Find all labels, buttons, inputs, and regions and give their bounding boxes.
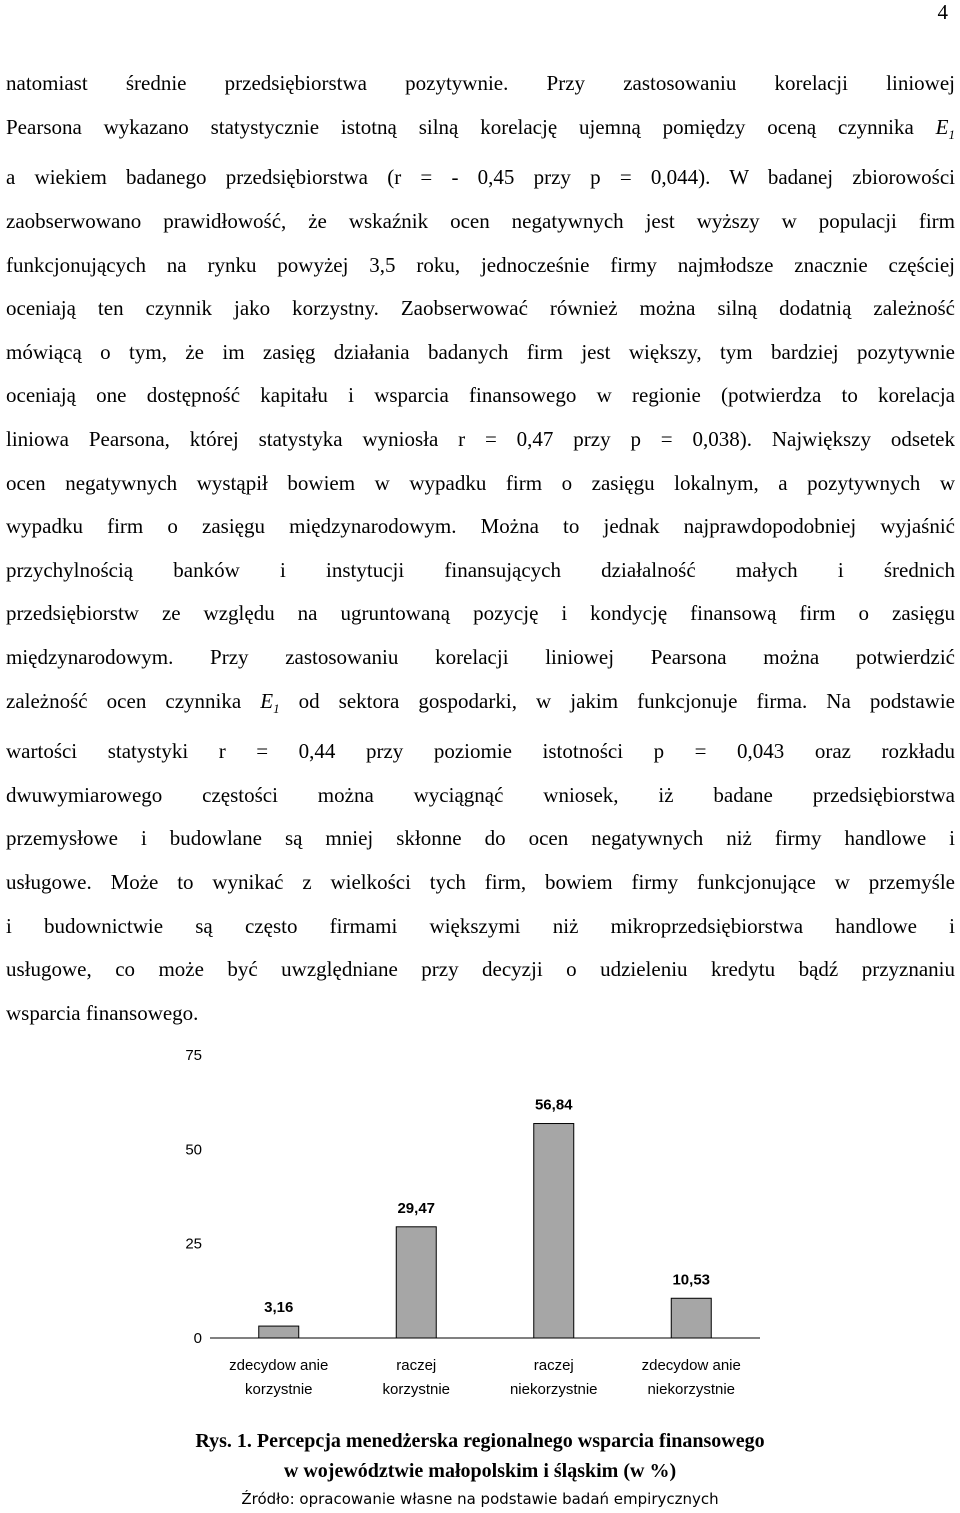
body-line-text: usługowe, co może być uwzględniane przy decyzji o udzieleniu kredytu bądź przyznaniu (6, 957, 955, 982)
body-line (6, 948, 955, 992)
body-line (6, 462, 955, 506)
body-line-text: i budownictwie są często firmami większymi niż mikroprzedsiębiorstwa handlowe i (6, 913, 955, 938)
category-label: korzystnie (244, 1381, 313, 1398)
y-tick-label: 25 (185, 1235, 202, 1253)
body-paragraph (6, 62, 955, 1035)
category-label: zdecydow anie (229, 1357, 329, 1374)
bar-value-label: 29,47 (397, 1199, 436, 1217)
body-line-text: dwuwymiarowego częstości można wyciągnąć wniosek, iż badane przedsiębiorstwa (6, 782, 955, 807)
body-line (6, 636, 955, 680)
bar (534, 1124, 574, 1338)
bar-chart (170, 1040, 930, 1410)
body-line-text: oceniają one dostępność kapitału i wsparcia finansowego w regionie (potwierdza to korelacja (6, 383, 955, 408)
figure-source-note: Źródło: opracowanie własne na podstawie badań empirycznych (241, 1490, 719, 1508)
body-line-text: wartości statystyki r = 0,44 przy poziomie istotności p = 0,043 oraz rozkładu (6, 739, 955, 764)
bar (396, 1227, 436, 1338)
category-label: korzystnie (382, 1381, 451, 1398)
body-line (6, 374, 955, 418)
y-tick-label: 75 (185, 1047, 202, 1064)
y-tick-label: 0 (193, 1330, 202, 1347)
body-line (6, 156, 955, 200)
body-line (6, 992, 955, 1036)
body-line-text: przedsiębiorstw ze względu na ugruntowaną pozycję i kondycję finansową firm o zasięgu (6, 601, 955, 626)
body-line (6, 592, 955, 636)
body-line (6, 331, 955, 375)
body-line-text: a wiekiem badanego przedsiębiorstwa (r = - 0,45 przy p = 0,044). W badanej zbiorowości (6, 165, 955, 190)
body-line-text: mówiącą o tym, że im zasięg działania badanych firm jest większy, tym bardziej pozytywnie (6, 339, 955, 364)
body-line-text: funkcjonujących na rynku powyżej 3,5 roku, jednocześnie firmy najmłodsze znacznie częściej (6, 252, 955, 277)
body-line (6, 774, 955, 818)
body-line-text: natomiast średnie przedsiębiorstwa pozytywnie. Przy zastosowaniu korelacji liniowej (6, 71, 955, 95)
y-tick-label: 50 (185, 1141, 202, 1159)
body-line-text: ocen negatywnych wystąpił bowiem w wypadku firm o zasięgu lokalnym, a pozytywnych w (6, 470, 955, 495)
body-line (6, 244, 955, 288)
body-line-text: od sektora gospodarki, w jakim funkcjonuje firma. Na podstawie (279, 688, 955, 713)
category-label: raczej (533, 1357, 574, 1374)
category-label: niekorzystnie (647, 1381, 736, 1398)
page-number: 4 (937, 0, 948, 24)
figure-caption-line-2: w województwie małopolskim i śląskim (w %) (283, 1460, 677, 1482)
category-label: niekorzystnie (509, 1381, 598, 1398)
body-line-text: zależność ocen czynnika (6, 688, 261, 713)
body-line (6, 680, 955, 731)
category-label: raczej (396, 1357, 437, 1374)
body-line-text: wypadku firm o zasięgu międzynarodowym. Można to jednak najprawdopodobniej wyjaśnić (6, 514, 955, 539)
body-line (6, 905, 955, 949)
body-line (6, 62, 955, 106)
body-line-text: oceniają ten czynnik jako korzystny. Zaobserwować również można silną dodatnią zależność (6, 296, 955, 321)
bar-value-label: 56,84 (534, 1096, 573, 1114)
factor-symbol-subscript: 1 (273, 700, 280, 716)
body-line-text: zaobserwowano prawidłowość, że wskaźnik ocen negatywnych jest wyższy w populacji firm (6, 208, 955, 233)
body-line-text: wsparcia finansowego. (6, 1000, 199, 1025)
body-line (6, 287, 955, 331)
body-line-text: przychylnością banków i instytucji finansujących działalność małych i średnich (6, 557, 955, 582)
bar-value-label: 10,53 (672, 1271, 711, 1289)
body-line (6, 418, 955, 462)
factor-symbol (260, 688, 280, 716)
body-line-text: usługowe. Może to wynikać z wielkości tych firm, bowiem firmy funkcjonujące w przemyśle (6, 870, 955, 895)
factor-symbol-letter: E (935, 114, 949, 139)
figure-caption-line-1: Rys. 1. Percepcja menedżerska regionalnego wsparcia finansowego (195, 1430, 765, 1452)
body-line-text: liniowa Pearsona, której statystyka wyniosła r = 0,47 przy p = 0,038). Największy odsetek (6, 426, 955, 451)
bar (671, 1298, 711, 1338)
body-line (6, 730, 955, 774)
body-line (6, 200, 955, 244)
body-line (6, 505, 955, 549)
bar (259, 1326, 299, 1338)
body-line (6, 549, 955, 593)
body-line (6, 861, 955, 905)
factor-symbol-subscript: 1 (948, 126, 955, 142)
body-line-text: przemysłowe i budowlane są mniej skłonne do ocen negatywnych niż firmy handlowe i (6, 826, 955, 851)
category-label: zdecydow anie (641, 1357, 741, 1374)
body-line (6, 817, 955, 861)
factor-symbol (935, 114, 955, 142)
bar-value-label: 3,16 (264, 1299, 294, 1317)
body-line-text: Pearsona wykazano statystycznie istotną silną korelację ujemną pomiędzy oceną czynnika (6, 114, 936, 139)
body-line (6, 106, 955, 157)
body-line-text: międzynarodowym. Przy zastosowaniu korelacji liniowej Pearsona można potwierdzić (6, 644, 955, 669)
factor-symbol-letter: E (260, 688, 274, 713)
